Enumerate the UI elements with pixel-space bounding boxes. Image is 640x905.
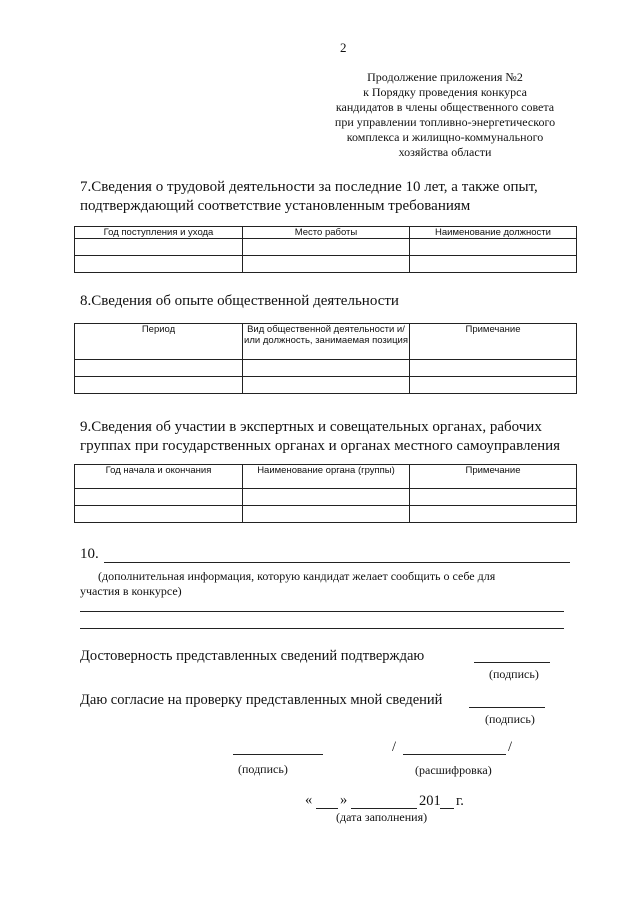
table-cell[interactable] — [243, 506, 410, 523]
section10-hint — [80, 569, 570, 599]
table-cell[interactable] — [410, 239, 577, 256]
table-cell[interactable] — [75, 489, 243, 506]
table-cell[interactable] — [75, 239, 243, 256]
consent-signature-line[interactable] — [469, 707, 545, 708]
date-month-line[interactable] — [351, 808, 417, 809]
date-year-prefix: 201 — [419, 793, 441, 809]
table-cell[interactable] — [243, 360, 410, 377]
additional-info-line[interactable] — [80, 611, 564, 612]
date-label: (дата заполнения) — [336, 810, 428, 824]
work-history-table — [74, 226, 577, 273]
date-day-line[interactable] — [316, 808, 338, 809]
table-cell[interactable] — [410, 506, 577, 523]
appendix-header — [300, 70, 590, 160]
table-cell[interactable] — [410, 360, 577, 377]
table-cell[interactable] — [75, 360, 243, 377]
table-cell[interactable] — [410, 256, 577, 273]
slash-close: / — [508, 739, 513, 755]
slash-open: / — [392, 739, 397, 755]
decoding-label: (расшифровка) — [415, 763, 492, 777]
confirm-signature-line[interactable] — [474, 662, 550, 663]
section10-hint-line: участия в конкурсе) — [80, 584, 182, 598]
table-cell[interactable] — [243, 239, 410, 256]
column-header: Период — [75, 324, 243, 360]
date-year-line[interactable] — [440, 808, 454, 809]
confirm-text: Достоверность представленных сведений подтверждаю — [80, 648, 425, 664]
table-cell[interactable] — [243, 256, 410, 273]
section8-title: 8.Сведения об опыте общественной деятельности — [80, 293, 399, 309]
table-cell[interactable] — [410, 377, 577, 394]
column-header: Место работы — [243, 227, 410, 239]
column-header: Вид общественной деятельности и/или должность, занимаемая позиция — [243, 324, 410, 360]
section7-title — [80, 178, 590, 216]
table-cell[interactable] — [243, 489, 410, 506]
column-header: Примечание — [410, 324, 577, 360]
additional-info-line[interactable] — [80, 628, 564, 629]
section9-title — [80, 418, 590, 456]
consent-signature-label: (подпись) — [485, 712, 535, 726]
date-close-quote: » — [340, 792, 348, 808]
public-activity-table — [74, 323, 577, 394]
page-number: 2 — [340, 40, 347, 55]
final-signature-label: (подпись) — [238, 762, 288, 776]
section7-title-line: подтверждающий соответствие установленным требованиям — [80, 198, 471, 214]
table-cell[interactable] — [75, 377, 243, 394]
column-header: Год поступления и ухода — [75, 227, 243, 239]
section7-title-line: 7.Сведения о трудовой деятельности за последние 10 лет, а также опыт, — [80, 179, 538, 195]
confirm-signature-label: (подпись) — [489, 667, 539, 681]
column-header: Наименование должности — [410, 227, 577, 239]
appendix-line: Продолжение приложения №2 — [367, 70, 523, 84]
appendix-line: кандидатов в члены общественного совета — [335, 100, 555, 114]
section10-hint-line: (дополнительная информация, которую кандидат желает сообщить о себе для — [98, 569, 496, 583]
final-signature-line[interactable] — [233, 754, 323, 755]
decoding-line[interactable] — [403, 754, 506, 755]
date-open-quote: « — [305, 792, 313, 808]
column-header: Год начала и окончания — [75, 465, 243, 489]
consent-text: Даю согласие на проверку представленных мной сведений — [80, 692, 443, 708]
appendix-line: комплекса и жилищно-коммунального — [346, 130, 544, 144]
table-cell[interactable] — [243, 377, 410, 394]
appendix-line: к Порядку проведения конкурса — [363, 85, 527, 99]
column-header: Наименование органа (группы) — [243, 465, 410, 489]
appendix-line: хозяйства области — [398, 145, 492, 159]
table-cell[interactable] — [75, 506, 243, 523]
expert-bodies-table — [74, 464, 577, 523]
section10-number: 10. — [80, 546, 99, 562]
section9-title-line: группах при государственных органах и органах местного самоуправления — [80, 438, 561, 454]
date-year-suffix: г. — [456, 793, 464, 809]
table-cell[interactable] — [75, 256, 243, 273]
appendix-line: при управлении топливно-энергетического — [334, 115, 556, 129]
section9-title-line: 9.Сведения об участии в экспертных и совещательных органах, рабочих — [80, 419, 542, 435]
column-header: Примечание — [410, 465, 577, 489]
section10-input-line[interactable] — [104, 562, 570, 563]
table-cell[interactable] — [410, 489, 577, 506]
